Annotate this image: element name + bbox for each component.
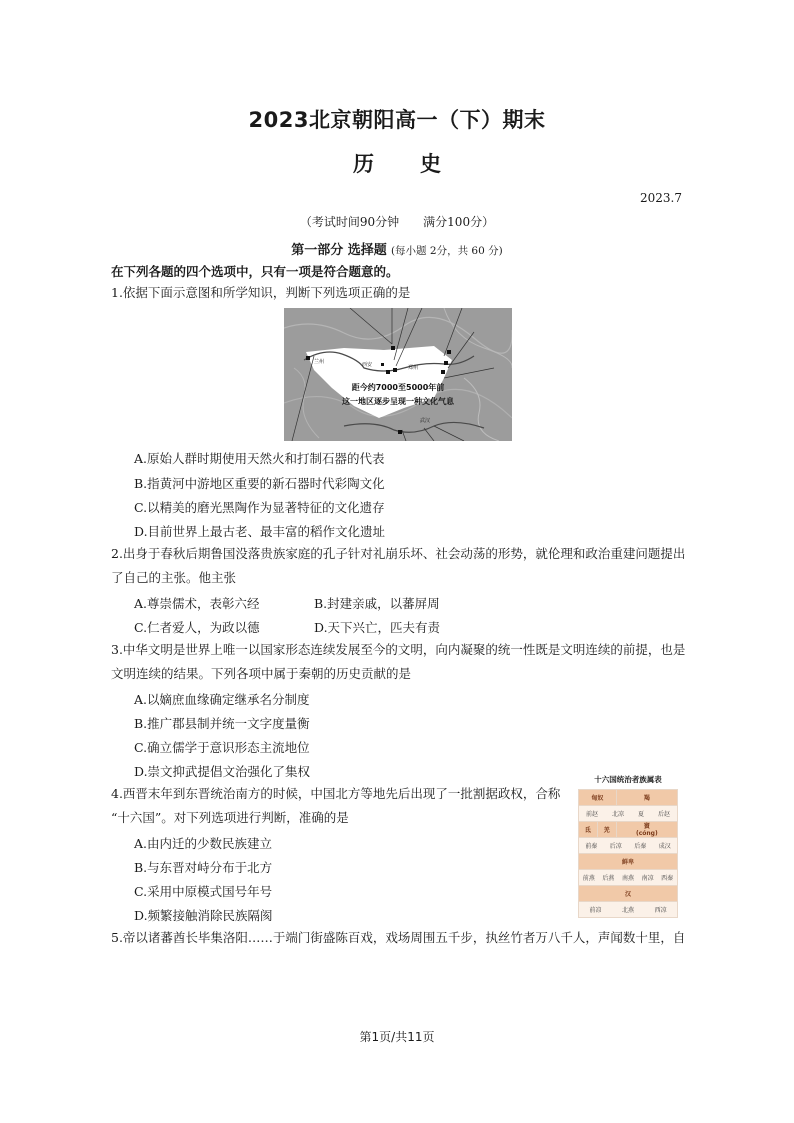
table-cell: 前燕 — [582, 875, 595, 882]
q4-option-b: B.与东晋对峙分布于北方 — [134, 860, 273, 875]
q4-option-c: C.采用中原模式国号年号 — [134, 884, 273, 899]
q1-option-d: D.目前世界上最古老、最丰富的稻作文化遗址 — [134, 524, 386, 539]
q1-map-figure — [284, 308, 512, 441]
q1-option-b: B.指黄河中游地区重要的新石器时代彩陶文化 — [134, 476, 385, 491]
table-cell: 前凉 — [589, 907, 602, 914]
q1-option-a: A.原始人群时期使用天然火和打制石器的代表 — [134, 451, 385, 466]
table-cell: 北凉 — [611, 811, 624, 818]
q2-option-b: B.封建亲戚，以蕃屏周 — [314, 596, 440, 611]
table-header-cong-char: 賨 — [643, 822, 650, 830]
q3-option-d: D.崇文抑武提倡文治强化了集权 — [134, 764, 311, 779]
q1-stem: 1.依据下面示意图和所学知识，判断下列选项正确的是 — [111, 285, 411, 300]
subject-char-2: 史 — [420, 152, 441, 176]
table-cell: 西凉 — [654, 907, 667, 914]
part-title: 第一部分 选择题 — [291, 243, 387, 258]
subject-title — [0, 148, 794, 178]
q4-stem-line2: “十六国”。对下列选项进行判断，准确的是 — [111, 810, 349, 825]
q2-stem-line1: 2.出身于春秋后期鲁国没落贵族家庭的孔子针对礼崩乐坏、社会动荡的形势，就伦理和政治重建问题提出 — [111, 546, 686, 561]
map-label-lanzhou: 兰州 — [314, 359, 325, 365]
table-cell: 前秦 — [585, 843, 598, 850]
table-cell: 后燕 — [602, 875, 615, 882]
part-heading — [0, 239, 794, 258]
table-cell: 后凉 — [609, 843, 622, 850]
table-header-cong-pinyin: (cóng) — [635, 829, 658, 837]
map-label-wuhan: 武汉 — [420, 418, 431, 424]
table-cell: 南凉 — [641, 875, 654, 882]
q2-option-a: A.尊崇儒术，表彰六经 — [134, 596, 260, 611]
exam-date: 2023.7 — [640, 191, 682, 205]
map-caption-1: 距今约7000至5000年前 — [351, 383, 445, 392]
table-header-qiang: 羌 — [597, 822, 616, 838]
map-graphic — [284, 308, 512, 441]
table-header-di: 氐 — [579, 822, 598, 838]
instruction: 在下列各题的四个选项中，只有一项是符合题意的。 — [111, 264, 399, 279]
page-number: 第1页/共11页 — [359, 1030, 435, 1044]
q3-option-a: A.以嫡庶血缘确定继承名分制度 — [134, 692, 310, 707]
table-header-jie: 羯 — [616, 790, 677, 806]
q2-stem-line2: 了自己的主张。他主张 — [111, 570, 237, 585]
q3-stem-line2: 文明连续的结果。下列各项中属于秦朝的历史贡献的是 — [111, 666, 412, 681]
map-label-xian: 西安 — [362, 362, 373, 368]
part-note: (每小题 2分，共 60 分) — [390, 245, 503, 257]
table-header-cong — [616, 822, 677, 838]
q4-option-a: A.由内迁的少数民族建立 — [134, 836, 273, 851]
table-cell: 北燕 — [621, 907, 634, 914]
exam-title: 2023北京朝阳高一（下）期末 — [248, 108, 546, 132]
table-header-xianbei: 鲜卑 — [579, 854, 678, 870]
q2-option-d: D.天下兴亡，匹夫有责 — [314, 620, 441, 635]
q3-option-c: C.确立儒学于意识形态主流地位 — [134, 740, 310, 755]
table-cell: 前赵 — [585, 811, 598, 818]
q4-table-title: 十六国统治者族属表 — [594, 775, 662, 784]
map-caption-2: 这一地区逐步呈现一种文化气息 — [342, 397, 454, 406]
q3-stem-line1: 3.中华文明是世界上唯一以国家形态连续发展至今的文明，向内凝聚的统一性既是文明连续的前提，也是 — [111, 642, 686, 657]
q3-option-b: B.推广郡县制并统一文字度量衡 — [134, 716, 310, 731]
map-label-zhengzhou: 郑州 — [408, 365, 419, 371]
table-cell: 后赵 — [657, 811, 670, 818]
table-cell: 成汉 — [658, 843, 671, 850]
table-cell: 夏 — [637, 811, 644, 818]
q4-ethnic-table — [578, 789, 678, 918]
table-cell: 西秦 — [661, 875, 674, 882]
table-header-han: 汉 — [579, 886, 678, 902]
q4-stem-line1: 4.西晋末年到东晋统治南方的时候，中国北方等地先后出现了一批割据政权，合称 — [111, 786, 561, 801]
q1-option-c: C.以精美的磨光黑陶作为显著特征的文化遗存 — [134, 500, 385, 515]
table-header-xiongnu: 匈奴 — [579, 790, 617, 806]
exam-info: （考试时间90分钟 满分100分） — [299, 215, 495, 229]
q5-stem: 5.帝以诸蕃酋长毕集洛阳……于端门街盛陈百戏，戏场周围五千步，执丝竹者万八千人，声闻数十里，自 — [111, 930, 686, 945]
subject-char-1: 历 — [353, 152, 374, 176]
q2-option-c: C.仁者爱人，为政以德 — [134, 620, 260, 635]
q4-option-d: D.频繁接触消除民族隔阂 — [134, 908, 273, 923]
table-cell: 南燕 — [621, 875, 634, 882]
table-cell: 后秦 — [634, 843, 647, 850]
